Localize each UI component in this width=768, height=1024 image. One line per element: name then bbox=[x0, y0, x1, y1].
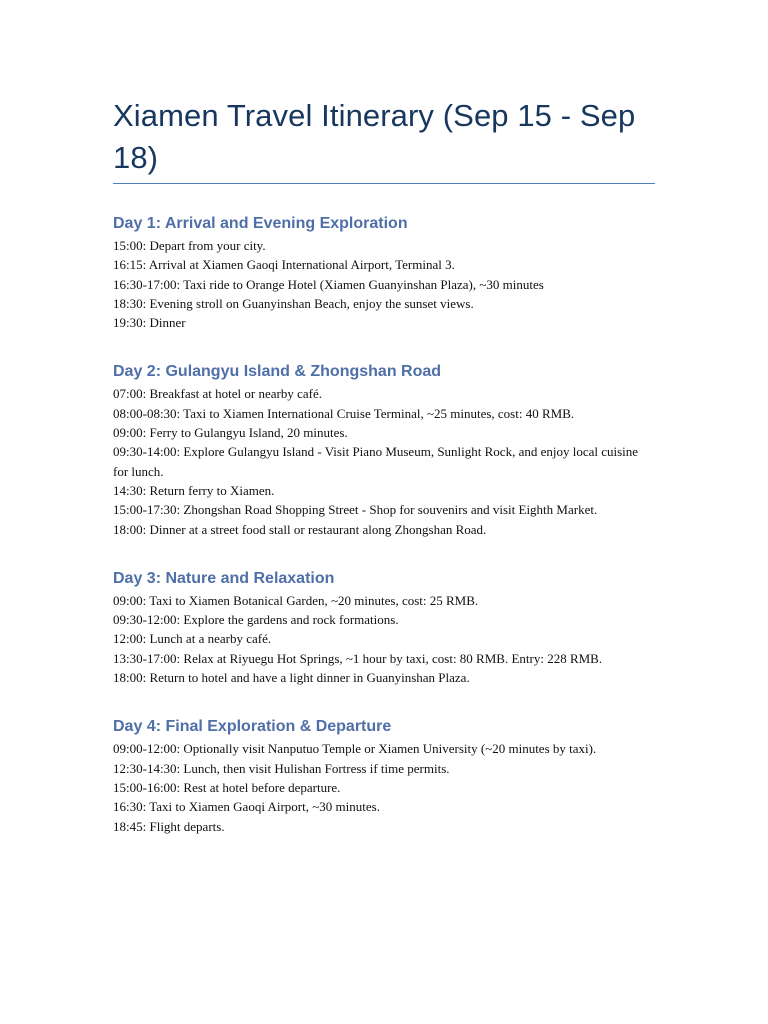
itinerary-entry: 09:00-12:00: Optionally visit Nanputuo Temple or Xiamen University (~20 minutes by taxi). bbox=[113, 741, 597, 757]
itinerary-entry: 19:30: Dinner bbox=[113, 315, 186, 331]
itinerary-list bbox=[113, 236, 655, 332]
itinerary-entry: 09:30-14:00: Explore Gulangyu Island - Visit Piano Museum, Sunlight Rock, and enjoy local cuisine for lunch. bbox=[113, 444, 639, 479]
day-heading: Day 3: Nature and Relaxation bbox=[113, 569, 335, 587]
itinerary-entry: 09:00: Taxi to Xiamen Botanical Garden, ~20 minutes, cost: 25 RMB. bbox=[113, 592, 479, 608]
itinerary-entry: 18:30: Evening stroll on Guanyinshan Beach, enjoy the sunset views. bbox=[113, 295, 474, 311]
itinerary-entry: 18:45: Flight departs. bbox=[113, 818, 225, 834]
itinerary-entry: 18:00: Dinner at a street food stall or restaurant along Zhongshan Road. bbox=[113, 521, 487, 537]
day-heading: Day 1: Arrival and Evening Exploration bbox=[113, 215, 408, 232]
itinerary-entry: 09:00: Ferry to Gulangyu Island, 20 minutes. bbox=[113, 425, 348, 441]
page-title: Xiamen Travel Itinerary (Sep 15 - Sep 18) bbox=[113, 95, 655, 184]
itinerary-list bbox=[113, 591, 655, 687]
itinerary-list bbox=[113, 384, 655, 538]
itinerary-entry: 18:00: Return to hotel and have a light dinner in Guanyinshan Plaza. bbox=[113, 670, 470, 686]
itinerary-entry: 08:00-08:30: Taxi to Xiamen International Cruise Terminal, ~25 minutes, cost: 40 RMB. bbox=[113, 405, 575, 421]
itinerary-entry: 13:30-17:00: Relax at Riyuegu Hot Springs, ~1 hour by taxi, cost: 80 RMB. Entry: 228 RMB. bbox=[113, 650, 603, 666]
itinerary-list bbox=[113, 739, 655, 835]
itinerary-entry: 16:15: Arrival at Xiamen Gaoqi International Airport, Terminal 3. bbox=[113, 257, 455, 273]
itinerary-entry: 07:00: Breakfast at hotel or nearby café. bbox=[113, 386, 322, 402]
day-section bbox=[113, 362, 655, 538]
itinerary-entry: 15:00-16:00: Rest at hotel before departure. bbox=[113, 779, 341, 795]
day-section bbox=[113, 214, 655, 332]
day-section bbox=[113, 569, 655, 687]
document-page bbox=[113, 95, 655, 836]
day-heading: Day 2: Gulangyu Island & Zhongshan Road bbox=[113, 363, 442, 381]
itinerary-entry: 12:00: Lunch at a nearby café. bbox=[113, 631, 272, 647]
itinerary-entry: 16:30: Taxi to Xiamen Gaoqi Airport, ~30 minutes. bbox=[113, 799, 380, 815]
itinerary-entry: 16:30-17:00: Taxi ride to Orange Hotel (Xiamen Guanyinshan Plaza), ~30 minutes bbox=[113, 276, 544, 292]
itinerary-entry: 15:00: Depart from your city. bbox=[113, 238, 266, 253]
itinerary-entry: 12:30-14:30: Lunch, then visit Hulishan Fortress if time permits. bbox=[113, 760, 450, 776]
itinerary-entry: 15:00-17:30: Zhongshan Road Shopping Street - Shop for souvenirs and visit Eighth Market. bbox=[113, 502, 598, 518]
itinerary-entry: 09:30-12:00: Explore the gardens and rock formations. bbox=[113, 612, 399, 628]
itinerary-entry: 14:30: Return ferry to Xiamen. bbox=[113, 482, 275, 498]
day-section bbox=[113, 717, 655, 835]
day-heading: Day 4: Final Exploration & Departure bbox=[113, 718, 392, 736]
